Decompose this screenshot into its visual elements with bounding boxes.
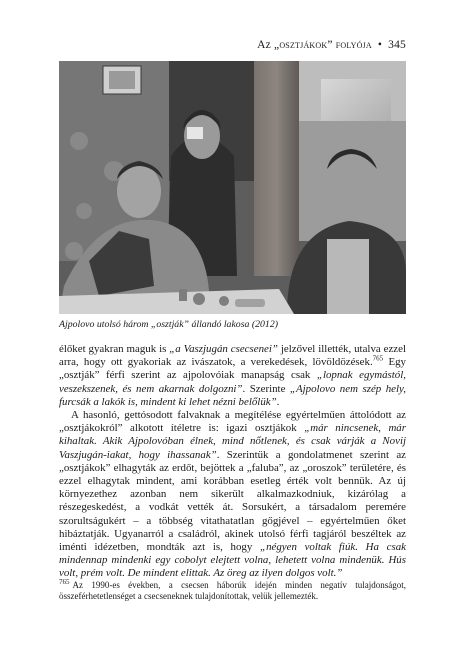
footnote bbox=[59, 580, 406, 603]
photo-illustration bbox=[59, 61, 406, 314]
footnote-text: Az 1990-es években, a csecsen háborúk idején minden negatív tulajdonságot, összeférhetetlenséget a csecseneknek tulajdonítottak, velük jellemezték. bbox=[59, 580, 406, 602]
running-header bbox=[59, 39, 406, 51]
footnote-reference: 765 bbox=[372, 354, 384, 363]
page-number: 345 bbox=[388, 39, 406, 51]
header-separator: • bbox=[377, 39, 383, 51]
body-text bbox=[59, 343, 406, 581]
photo-caption: Ajpolovo utolsó három „osztják” állandó lakosa (2012) bbox=[59, 319, 278, 330]
header-title-term: osztjákok bbox=[279, 39, 328, 51]
paragraph-2: A hasonló, gettósodott falvaknak a megítélése egyértelműen áttolódott az „osztjákokról” alkotott ítéletre is: igazi osztjákok „már nincsenek, már kihaltak. Akik Ajpolovóban élnek, mind nőtlenek, és csak várják a Novij Vaszjugán-iakat, hogy ihassanak”. Szerintük a gondolatmenet szerint az „osztjákok” elhagyták az erdőt, bejöttek a „faluba”, az „oroszok” területére, és ezzel elhagytak mindent, ami korábban esetleg érték volt bennük. Az új környezethez azonban nem sikerült alkalmazkodniuk, kizárólag a részegeskedést, a vodkát vették át. Sorsukért, a társadalom peremére szorultságukért – a többség vitathatatlan gőgjével – egyértelműen őket hibáztatják. Ugyanarról a családról, akinek utolsó férfi tagjáról beszéltek az iménti idézetben, mondták azt is, hogy „négyen voltak fiúk. Ha csak mindennap mindenki egy cobolyt elejtett volna, lehetett volna mindenük. Hús volt, prém volt. De mindent elittak. Az öreg az ilyen dolgos volt.” bbox=[59, 409, 407, 580]
header-title: Az „osztjákok” folyója bbox=[257, 39, 372, 51]
paragraph-1: élőket gyakran maguk is „a Vaszjugán csecsenei” jelzővel illették, utalva ezzel arra, hogy ott gyakoriak az ivászatok, a verekedések, lövöldözések.$^{765}$ Egy „osztják” férfi szerint az ajpolovóiak manapság csak „lopnak egymástól, veszekszenek, és nem akarnak dolgozni”. Szerinte „Ajpolovo nem szép hely, furcsák a lakók is, mindent ki lehet nézni belőlük”. bbox=[59, 343, 407, 408]
photograph bbox=[59, 61, 406, 314]
footnote-number: 765 bbox=[59, 578, 70, 586]
